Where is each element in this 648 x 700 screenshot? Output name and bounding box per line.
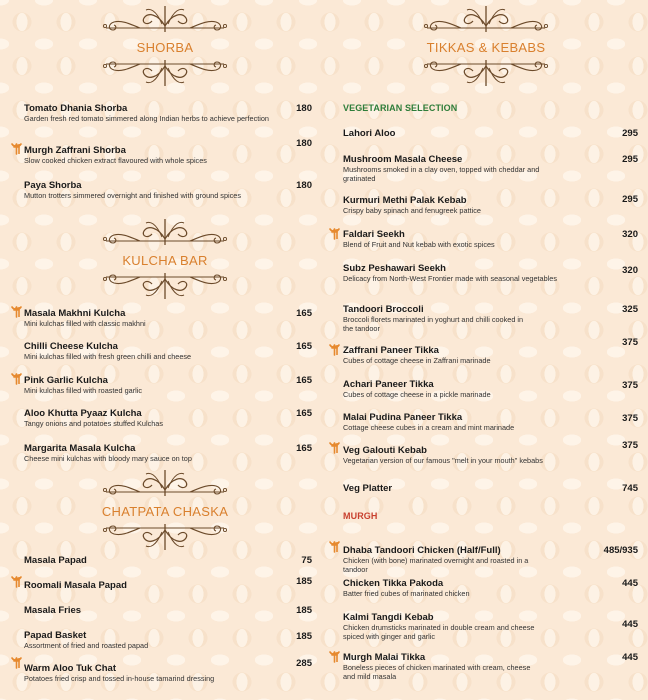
item-name: Mushroom Masala Cheese — [343, 154, 463, 165]
item-description: Batter fried cubes of marinated chicken — [343, 589, 470, 598]
item-price: 180 — [296, 180, 312, 191]
menu-item — [343, 412, 573, 433]
item-price: 445 — [622, 652, 638, 663]
item-name: Warm Aloo Tuk Chat — [24, 663, 117, 674]
item-description: Cheese mini kulchas with bloody mary sauce on top — [24, 454, 192, 463]
item-description: Mini kulchas filled with roasted garlic — [24, 386, 143, 395]
ornament-icon — [100, 4, 230, 34]
item-name: Chilli Cheese Kulcha — [24, 341, 118, 352]
section-header-shorba — [100, 4, 230, 88]
ornament-icon — [100, 217, 230, 247]
item-name: Faldari Seekh — [343, 229, 405, 240]
item-description: Cottage cheese cubes in a cream and mint marinade — [343, 423, 515, 432]
chef-special-icon — [329, 541, 340, 553]
ornament-icon — [421, 4, 551, 34]
item-price: 375 — [622, 440, 638, 451]
item-description: Potatoes fried crisp and tossed in-house tamarind dressing — [24, 674, 215, 683]
ornament-icon — [100, 522, 230, 552]
item-description: Garden fresh red tomato simmered along Indian herbs to achieve perfection — [24, 114, 269, 123]
menu-item — [24, 663, 244, 684]
item-description: Cubes of cottage cheese in a pickle marinade — [343, 390, 491, 399]
menu-item — [24, 180, 274, 201]
item-description: Vegetarian version of our famous "melt in your mouth" kebabs — [343, 456, 543, 465]
item-description: Mini kulchas filled with classic makhni — [24, 319, 146, 328]
item-description: Mini kulchas filled with fresh green chilli and cheese — [24, 352, 192, 361]
chef-special-icon — [11, 657, 22, 669]
menu-item — [24, 408, 274, 429]
section-title: CHATPATA CHASKA — [101, 504, 229, 519]
item-description: Broccoli florets marinated in yoghurt and chilli cooked in the tandoor — [343, 315, 524, 333]
item-description: Delicacy from North-West Frontier made with seasonal vegetables — [343, 274, 557, 283]
item-price: 185 — [296, 576, 312, 587]
item-name: Kurmuri Methi Palak Kebab — [343, 195, 467, 206]
chef-special-icon — [11, 373, 22, 385]
item-name: Lahori Aloo — [343, 128, 396, 139]
item-description: Cubes of cottage cheese in Zaffrani marinade — [343, 356, 491, 365]
item-name: Dhaba Tandoori Chicken (Half/Full) — [343, 545, 501, 556]
menu-item — [343, 195, 573, 216]
menu-item — [343, 445, 543, 466]
menu-item — [343, 652, 543, 681]
item-name: Masala Papad — [24, 555, 87, 566]
menu-item — [24, 443, 274, 464]
menu-item — [24, 103, 274, 124]
menu-item — [24, 375, 274, 396]
menu-item — [24, 341, 274, 362]
item-price: 325 — [622, 304, 638, 315]
chef-special-icon — [329, 651, 340, 663]
item-description: Boneless pieces of chicken marinated with cream, cheese and mild masala — [343, 663, 531, 681]
item-price: 320 — [622, 265, 638, 276]
item-name: Pink Garlic Kulcha — [24, 375, 108, 386]
section-header-kulcha-bar — [100, 217, 230, 301]
item-name: Achari Paneer Tikka — [343, 379, 434, 390]
section-header-chatpata-chaska — [100, 468, 230, 552]
item-name: Kalmi Tangdi Kebab — [343, 612, 434, 623]
chef-special-icon — [11, 306, 22, 318]
menu-item — [343, 578, 573, 599]
menu-item — [343, 612, 543, 641]
item-description: Crispy baby spinach and fenugreek pattice — [343, 206, 481, 215]
item-description: Blend of Fruit and Nut kebab with exotic spices — [343, 240, 495, 249]
item-name: Tandoori Broccoli — [343, 304, 424, 315]
item-price: 165 — [296, 408, 312, 419]
ornament-icon — [421, 58, 551, 88]
section-title: SHORBA — [136, 40, 194, 55]
ornament-icon — [100, 468, 230, 498]
item-price: 295 — [622, 128, 638, 139]
item-price: 180 — [296, 103, 312, 114]
item-name: Murgh Malai Tikka — [343, 652, 426, 663]
item-price: 165 — [296, 375, 312, 386]
ornament-icon — [100, 58, 230, 88]
item-description: Slow cooked chicken extract flavoured with whole spices — [24, 156, 207, 165]
menu-item — [343, 229, 573, 250]
item-name: Murgh Zaffrani Shorba — [24, 145, 126, 156]
item-price: 445 — [622, 619, 638, 630]
item-name: Margarita Masala Kulcha — [24, 443, 136, 454]
item-description: Tangy onions and potatoes stuffed Kulchas — [24, 419, 164, 428]
subhead-murgh: MURGH — [343, 511, 378, 521]
item-description: Mushrooms smoked in a clay oven, topped with cheddar and gratinated — [343, 165, 540, 183]
item-description: Assortment of fried and roasted papad — [24, 641, 149, 650]
item-description: Chicken (with bone) marinated overnight and roasted in a tandoor — [343, 556, 529, 574]
item-price: 75 — [301, 555, 312, 566]
menu-item — [343, 304, 528, 333]
item-price: 185 — [296, 605, 312, 616]
menu-item — [24, 630, 274, 651]
item-name: Roomali Masala Papad — [24, 580, 127, 591]
item-price: 285 — [296, 658, 312, 669]
item-name: Masala Fries — [24, 605, 82, 616]
item-price: 165 — [296, 308, 312, 319]
chef-special-icon — [329, 442, 340, 454]
item-name: Veg Platter — [343, 483, 393, 494]
item-price: 485/935 — [603, 545, 638, 556]
item-name: Malai Pudina Paneer Tikka — [343, 412, 463, 423]
item-name: Subz Peshawari Seekh — [343, 263, 446, 274]
chef-special-icon — [329, 344, 340, 356]
subhead-vegetarian-selection: VEGETARIAN SELECTION — [343, 103, 458, 113]
item-name: Paya Shorba — [24, 180, 82, 191]
item-name: Aloo Khutta Pyaaz Kulcha — [24, 408, 142, 419]
item-price: 180 — [296, 138, 312, 149]
item-price: 445 — [622, 578, 638, 589]
menu-item — [343, 379, 573, 400]
item-description: Mutton trotters simmered overnight and finished with ground spices — [24, 191, 241, 200]
menu-item — [24, 555, 274, 566]
item-name: Masala Makhni Kulcha — [24, 308, 126, 319]
chef-special-icon — [329, 228, 340, 240]
item-price: 375 — [622, 413, 638, 424]
section-title: KULCHA BAR — [122, 253, 208, 268]
menu-item — [343, 263, 558, 284]
item-description: Chicken drumsticks marinated in double cream and cheese spiced with ginger and garlic — [343, 623, 535, 641]
item-name: Veg Galouti Kebab — [343, 445, 427, 456]
section-title: TIKKAS & KEBABS — [426, 40, 546, 55]
section-header-tikkas-kebabs — [421, 4, 551, 88]
item-name: Chicken Tikka Pakoda — [343, 578, 444, 589]
item-price: 185 — [296, 631, 312, 642]
item-price: 165 — [296, 443, 312, 454]
menu-item — [24, 308, 274, 329]
menu-item — [343, 545, 553, 574]
item-price: 320 — [622, 229, 638, 240]
menu-item — [343, 128, 573, 139]
item-name: Zaffrani Paneer Tikka — [343, 345, 439, 356]
item-price: 375 — [622, 380, 638, 391]
item-price: 745 — [622, 483, 638, 494]
menu-item — [343, 154, 543, 183]
menu-item — [24, 605, 274, 616]
menu-item — [24, 580, 274, 591]
item-price: 295 — [622, 154, 638, 165]
chef-special-icon — [11, 576, 22, 588]
item-price: 295 — [622, 194, 638, 205]
menu-item — [24, 145, 274, 166]
item-name: Papad Basket — [24, 630, 87, 641]
menu-item — [343, 345, 573, 366]
menu-item — [343, 483, 573, 494]
item-name: Tomato Dhania Shorba — [24, 103, 128, 114]
ornament-icon — [100, 271, 230, 301]
chef-special-icon — [11, 143, 22, 155]
item-price: 165 — [296, 341, 312, 352]
item-price: 375 — [622, 337, 638, 348]
